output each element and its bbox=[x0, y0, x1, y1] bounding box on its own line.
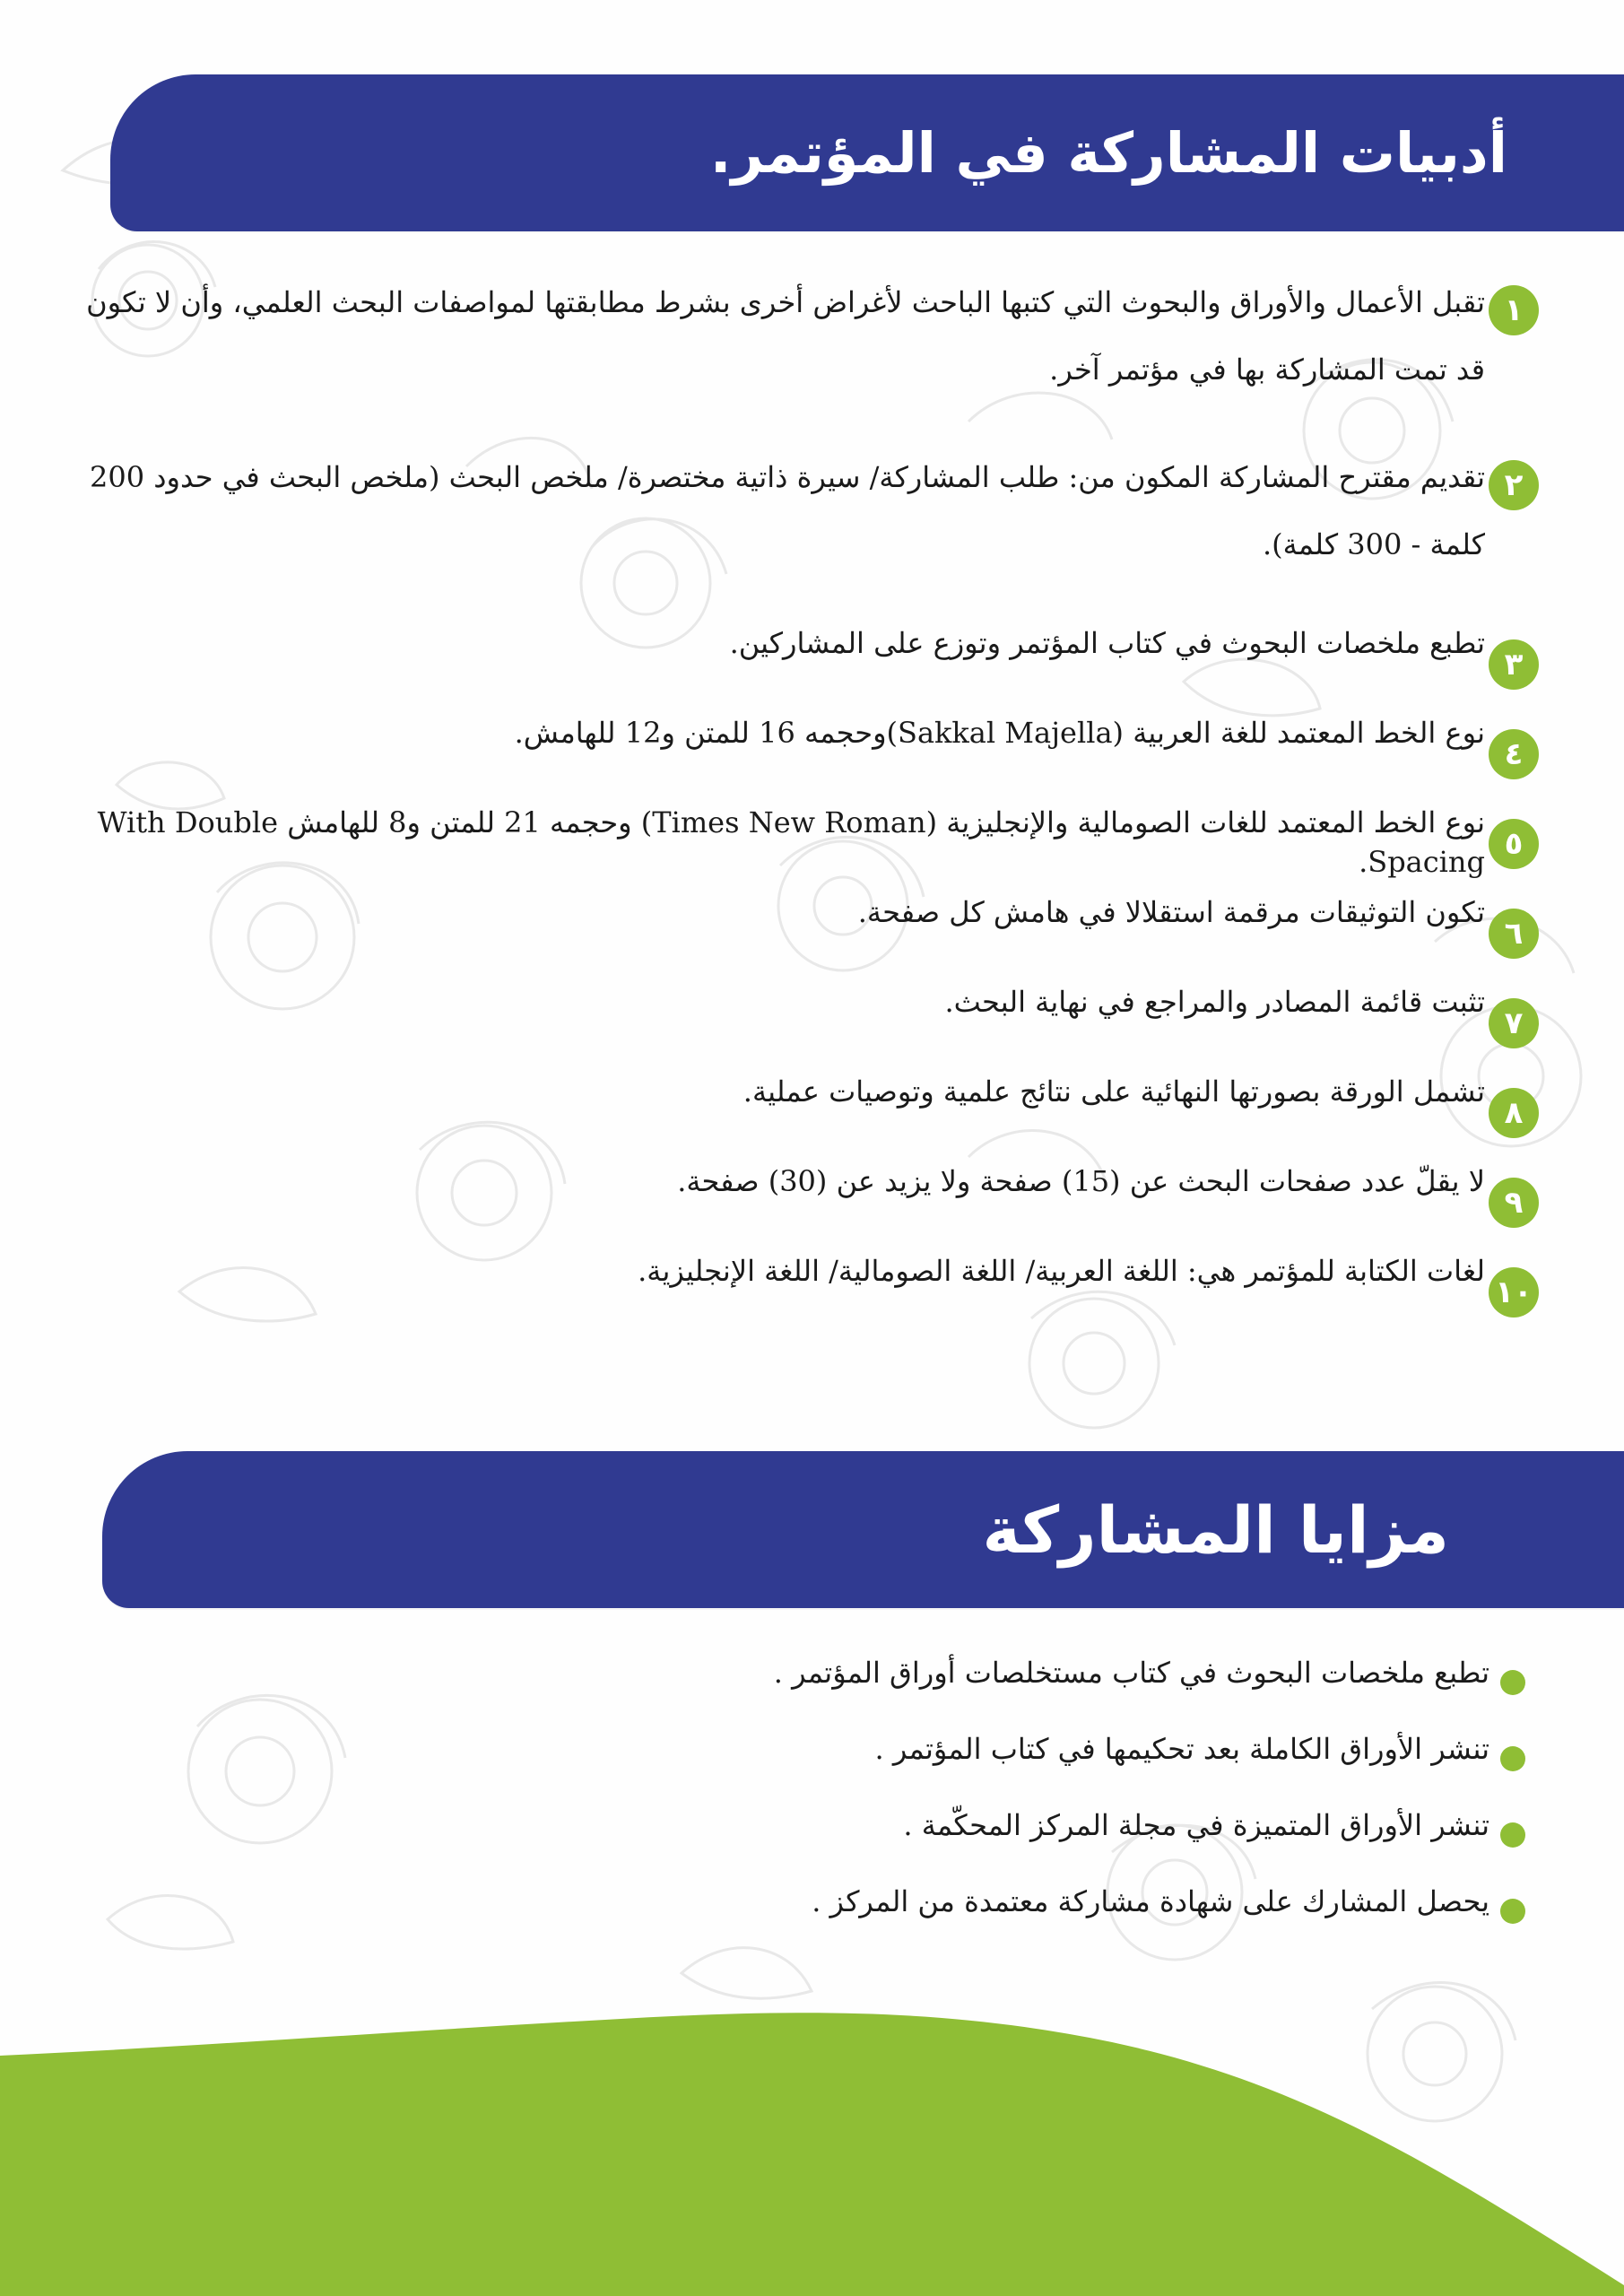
rule-text: تشمل الورقة بصورتها النهائية على نتائج علمية وتوصيات عملية. bbox=[743, 1074, 1485, 1109]
green-bullet-icon bbox=[1500, 1746, 1525, 1771]
rule-text: تطبع ملخصات البحوث في كتاب المؤتمر وتوزع على المشاركين. bbox=[729, 626, 1485, 660]
rule-text: نوع الخط المعتمد للغات الصومالية والإنجليزية (Times New Roman) وحجمه 21 للمتن و8 للهامش With Double Spacing. bbox=[97, 805, 1485, 880]
rule-number-badge: ٧ bbox=[1489, 998, 1539, 1048]
benefit-item bbox=[270, 1805, 1525, 1855]
rule-number-badge: ١ bbox=[1489, 285, 1539, 335]
rules-section-title: أدبيات المشاركة في المؤتمر. bbox=[709, 120, 1507, 186]
rule-text: نوع الخط المعتمد للغة العربية (Sakkal Majella)وحجمه 16 للمتن و12 للهامش. bbox=[514, 716, 1485, 750]
rule-text: تقديم مقترح المشاركة المكون من: طلب المشاركة/ سيرة ذاتية مختصرة/ ملخص البحث (ملخص البحث في حدود 200 كلمة - 300 كلمة). bbox=[90, 460, 1485, 562]
rule-text: لا يقلّ عدد صفحات البحث عن (15) صفحة ولا يزيد عن (30) صفحة. bbox=[677, 1164, 1485, 1198]
rule-item bbox=[50, 982, 1539, 1047]
green-bullet-icon bbox=[1500, 1822, 1525, 1848]
rule-number-badge: ٤ bbox=[1489, 729, 1539, 779]
rules-group bbox=[50, 713, 1539, 778]
benefit-item bbox=[270, 1652, 1525, 1702]
green-footer-wave bbox=[0, 2000, 1624, 2296]
benefit-text: يحصل المشارك على شهادة مشاركة معتمدة من المركز . bbox=[812, 1884, 1489, 1918]
rule-item bbox=[50, 444, 1539, 578]
rule-number-badge: ٩ bbox=[1489, 1178, 1539, 1228]
rule-text: تكون التوثيقات مرقمة استقلالا في هامش كل صفحة. bbox=[857, 895, 1485, 929]
rules-group bbox=[50, 1072, 1539, 1136]
rule-item bbox=[50, 892, 1539, 957]
rule-text: تثبت قائمة المصادر والمراجع في نهاية البحث. bbox=[944, 985, 1485, 1019]
rule-text: تقبل الأعمال والأوراق والبحوث التي كتبها الباحث لأغراض أخرى بشرط مطابقتها لمواصفات البحث العلمي، وأن لا تكون قد تمت المشاركة بها في مؤتمر آخر. bbox=[86, 285, 1485, 387]
rule-number-badge: ٦ bbox=[1489, 909, 1539, 959]
benefits-section-title: مزايا المشاركة bbox=[982, 1492, 1449, 1568]
rule-number-badge: ٨ bbox=[1489, 1088, 1539, 1138]
rules-section-banner bbox=[110, 74, 1624, 231]
rule-number-badge: ٢ bbox=[1489, 460, 1539, 510]
benefit-item bbox=[270, 1881, 1525, 1931]
rule-item bbox=[50, 1251, 1539, 1316]
benefit-text: تنشر الأوراق المتميزة في مجلة المركز المحكّمة . bbox=[903, 1808, 1489, 1842]
participation-benefits-list bbox=[270, 1652, 1525, 1957]
rules-group bbox=[50, 892, 1539, 957]
rule-item bbox=[50, 1072, 1539, 1136]
rules-group bbox=[50, 803, 1539, 882]
rule-text: لغات الكتابة للمؤتمر هي: اللغة العربية/ اللغة الصومالية/ اللغة الإنجليزية. bbox=[638, 1254, 1485, 1288]
rule-number-badge: ٣ bbox=[1489, 639, 1539, 690]
rules-group bbox=[50, 269, 1539, 404]
green-bullet-icon bbox=[1500, 1670, 1525, 1695]
rule-item bbox=[50, 623, 1539, 688]
benefit-item bbox=[270, 1728, 1525, 1779]
rule-item bbox=[50, 713, 1539, 778]
rules-group bbox=[50, 444, 1539, 578]
rules-group bbox=[50, 623, 1539, 688]
benefit-text: تنشر الأوراق الكاملة بعد تحكيمها في كتاب المؤتمر . bbox=[874, 1732, 1489, 1766]
green-bullet-icon bbox=[1500, 1899, 1525, 1924]
benefits-section-banner bbox=[102, 1451, 1624, 1608]
rule-item bbox=[50, 1161, 1539, 1226]
rules-group bbox=[50, 1251, 1539, 1316]
rules-group bbox=[50, 982, 1539, 1047]
rule-number-badge: ١٠ bbox=[1489, 1267, 1539, 1318]
rule-item bbox=[50, 803, 1539, 882]
benefit-text: تطبع ملخصات البحوث في كتاب مستخلصات أوراق المؤتمر . bbox=[773, 1656, 1489, 1690]
rule-number-badge: ٥ bbox=[1489, 819, 1539, 869]
rules-group bbox=[50, 1161, 1539, 1226]
rule-item bbox=[50, 269, 1539, 404]
